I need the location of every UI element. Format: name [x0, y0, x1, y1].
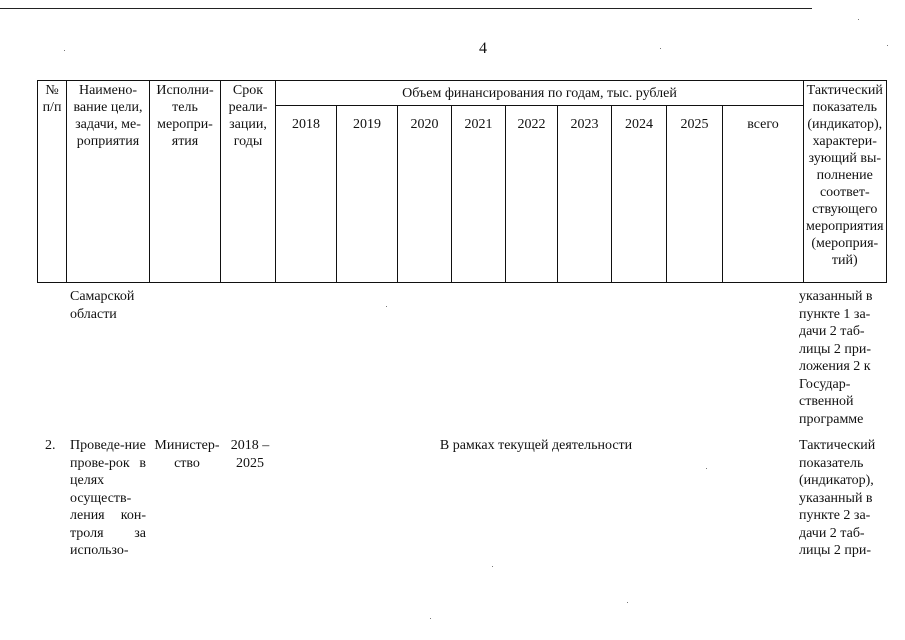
year-2022: 2022	[506, 106, 558, 283]
col-num-header: № п/п	[38, 81, 67, 283]
scan-speck	[64, 50, 65, 51]
scan-speck	[386, 306, 387, 307]
row2-indicator: Тактический показатель (индикатор), указанный в пункте 2 за-дачи 2 таб-лицы 2 при-	[799, 438, 876, 558]
year-2018: 2018	[276, 106, 337, 283]
scan-speck	[430, 618, 431, 619]
row2-term: 2018 – 2025	[230, 438, 270, 471]
year-2023: 2023	[558, 106, 612, 283]
continuation-indicator: указанный в пункте 1 за-дачи 2 таб-лицы 2 при-ложения 2 к Государ-ственной программе	[799, 289, 873, 427]
scan-speck	[858, 19, 859, 20]
col-name-header: Наимено-вание цели, задачи, ме-роприятия	[67, 81, 150, 283]
year-2025: 2025	[667, 106, 723, 283]
col-indicator-header: Тактический показатель (индикатор), характери-зующий вы-полнение соответ-ствующего мероприятия (мероприя-тий)	[804, 81, 887, 283]
col-term-header: Срок реали-зации, годы	[221, 81, 276, 283]
scan-speck	[492, 566, 493, 567]
year-2020: 2020	[398, 106, 452, 283]
scan-speck	[887, 45, 888, 46]
row2-funding: В рамках текущей деятельности	[439, 438, 633, 453]
year-total: всего	[723, 106, 804, 283]
top-rule	[0, 8, 812, 9]
scan-speck	[660, 48, 661, 49]
year-2019: 2019	[337, 106, 398, 283]
header-table	[37, 80, 887, 283]
row2-num: 2.	[45, 438, 56, 453]
scan-speck	[706, 468, 707, 469]
row2-executor: Министер-ство	[154, 438, 220, 471]
scan-speck	[627, 602, 628, 603]
year-2021: 2021	[452, 106, 506, 283]
col-executor-header: Исполни-тель меропри-ятия	[150, 81, 221, 283]
col-funding-header: Объем финансирования по годам, тыс. рублей	[276, 81, 804, 106]
year-2024: 2024	[612, 106, 667, 283]
continuation-name: Самарской области	[70, 289, 135, 322]
row2-name: Проведе-ние прове-рок в целях осуществ-ления кон-троля за использо-	[70, 438, 146, 558]
page-number: 4	[479, 40, 487, 57]
